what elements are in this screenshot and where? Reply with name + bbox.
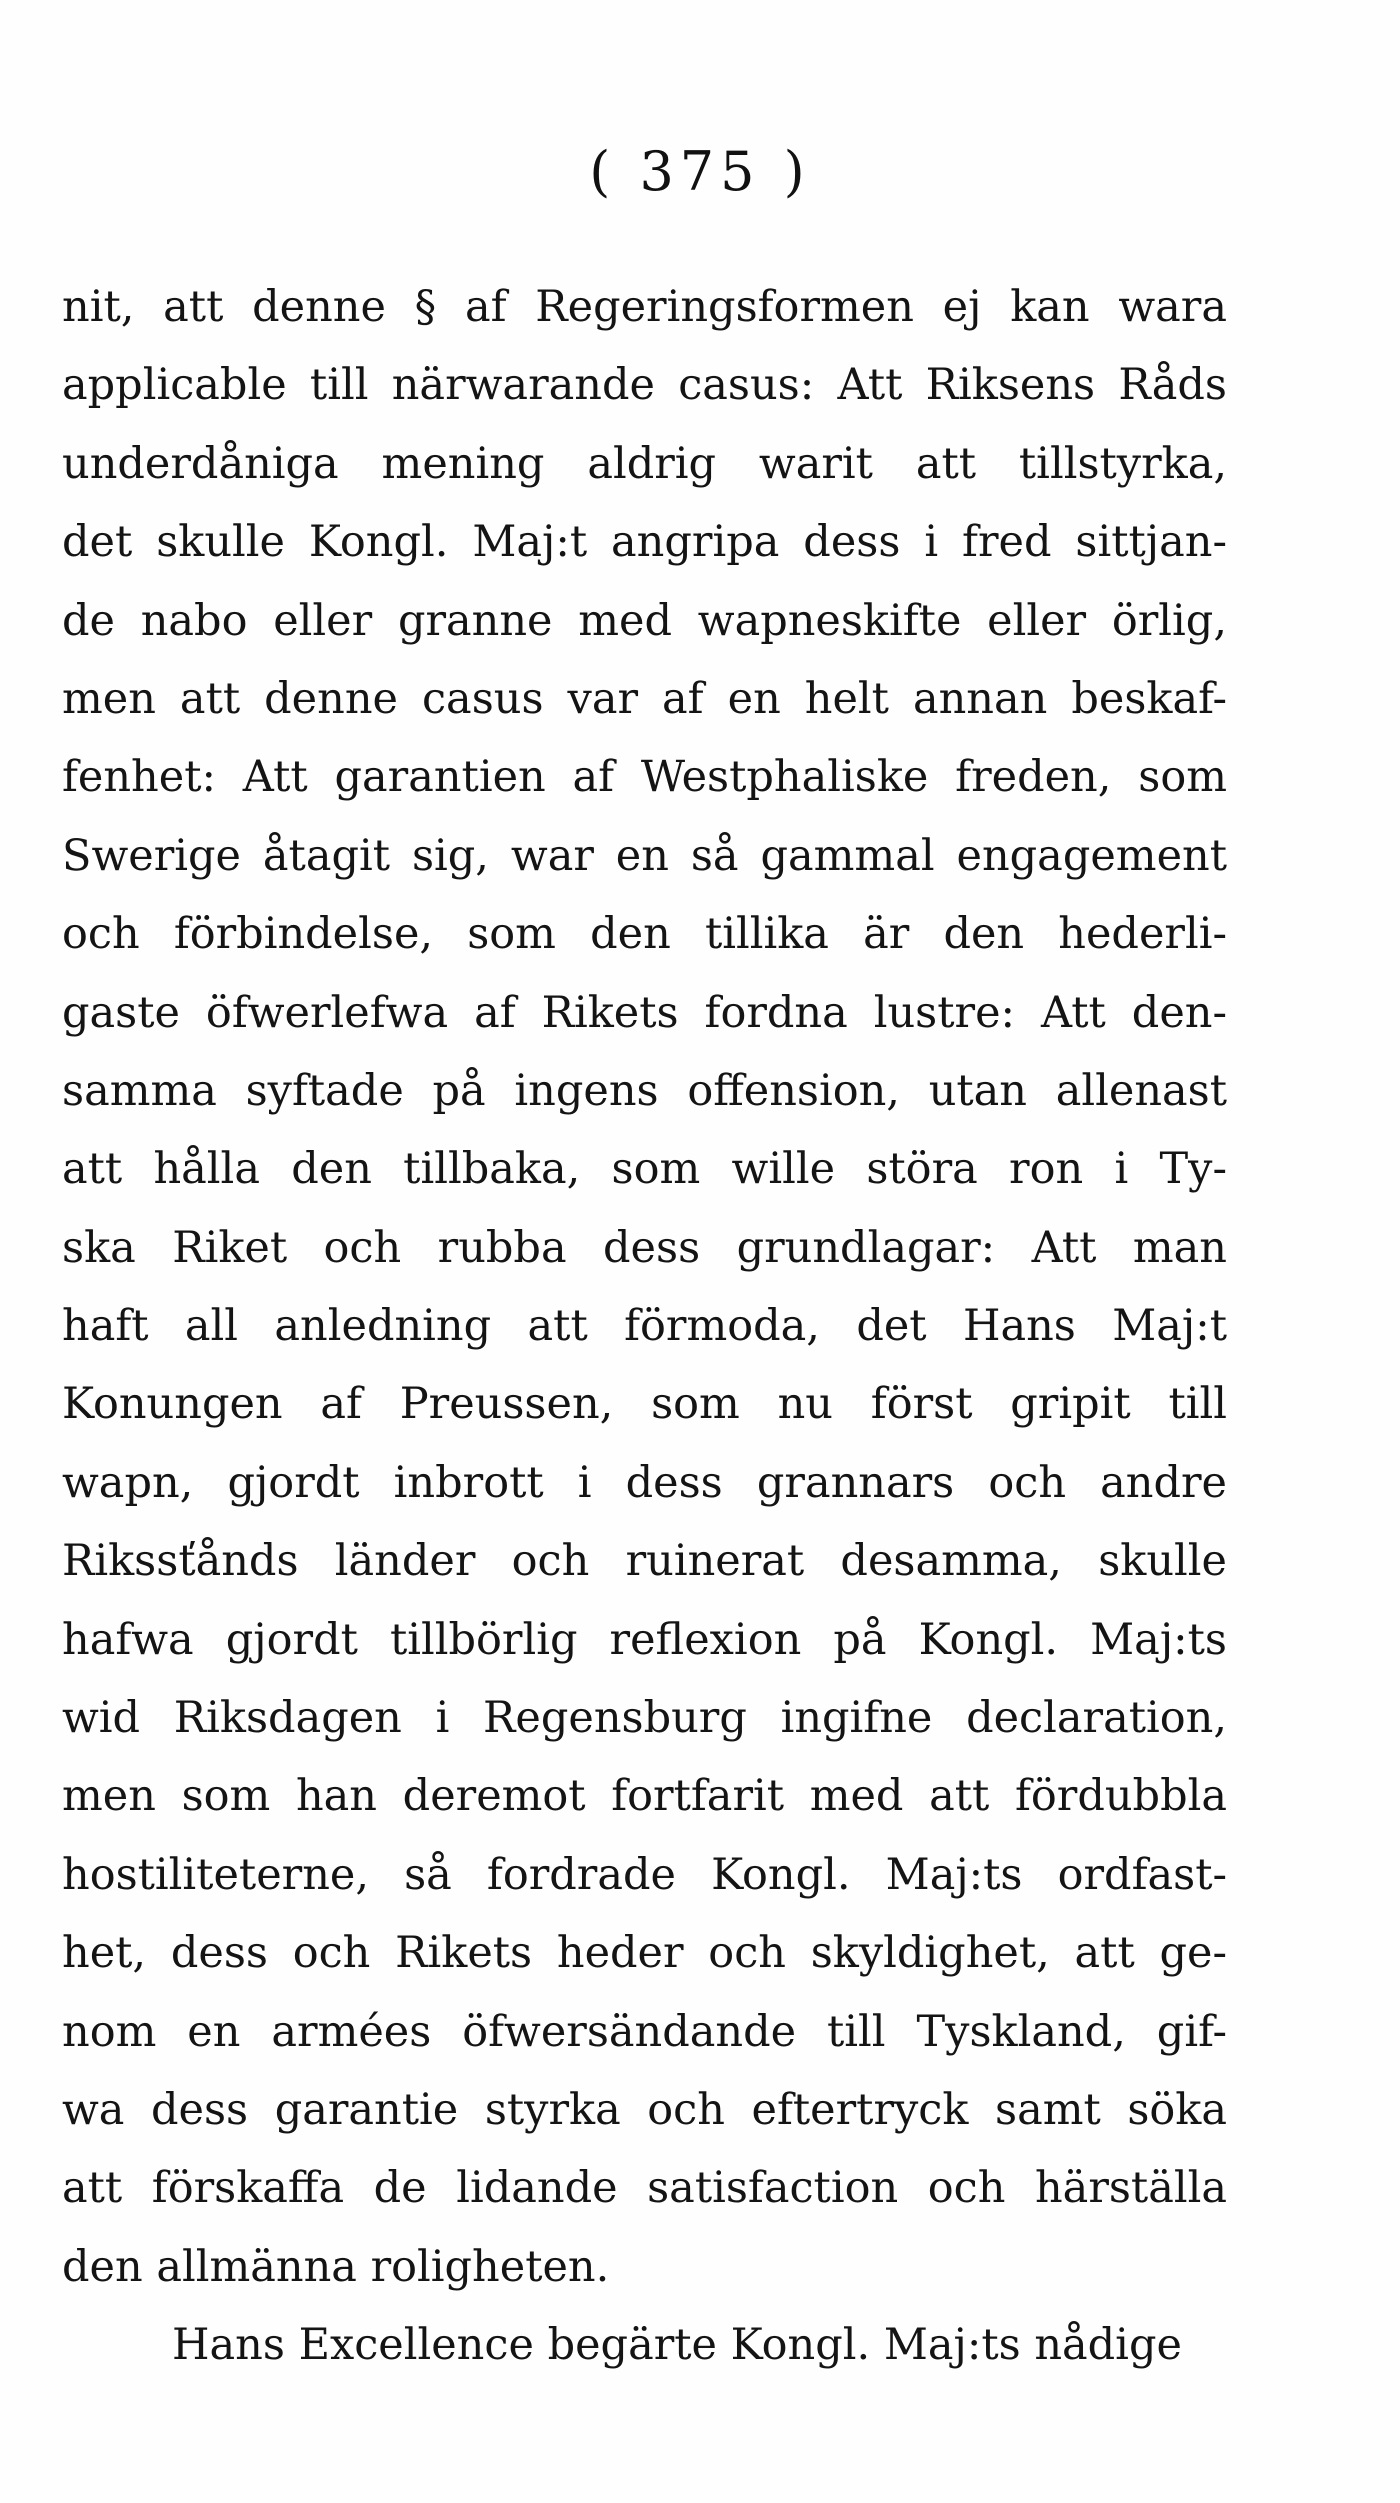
text-line: men som han deremot fortfarit med att fördubbla xyxy=(62,1771,1227,1822)
text-line: Konungen af Preussen, som nu först gripit till xyxy=(62,1379,1227,1430)
body-text xyxy=(62,268,1227,2385)
text-line: hostiliteterne, så fordrade Kongl. Maj:ts ordfast- xyxy=(62,1849,1227,1900)
text-line: den allmänna roligheten. xyxy=(62,2241,610,2292)
text-line: Rikssťånds länder och ruinerat desamma, skulle xyxy=(62,1536,1227,1587)
text-line: nom en armées öfwersändande till Tyskland, gif- xyxy=(62,2006,1227,2057)
text-line: att hålla den tillbaka, som wille störa ron i Ty- xyxy=(62,1144,1227,1195)
text-line: de nabo eller granne med wapneskifte eller örlig, xyxy=(62,595,1227,646)
text-line: het, dess och Rikets heder och skyldighet, att ge- xyxy=(62,1928,1227,1979)
text-line: wa dess garantie styrka och eftertryck samt söka xyxy=(62,2084,1227,2135)
text-line: det skulle Kongl. Maj:t angripa dess i fred sittjan- xyxy=(62,517,1227,568)
text-line: ska Riket och rubba dess grundlagar: Att man xyxy=(62,1222,1227,1273)
text-line: wid Riksdagen i Regensburg ingifne declaration, xyxy=(62,1693,1227,1744)
page-number: ( 375 ) xyxy=(589,140,811,203)
text-line: applicable till närwarande casus: Att Riksens Råds xyxy=(62,360,1227,411)
text-line: underdåniga mening aldrig warit att tillstyrka, xyxy=(62,438,1227,489)
text-line: Hans Excellence begärte Kongl. Maj:ts nådige xyxy=(172,2320,1182,2371)
text-line: samma syftade på ingens offension, utan allenast xyxy=(62,1065,1227,1116)
text-line: men att denne casus var af en helt annan beskaf- xyxy=(62,673,1227,724)
text-line: wapn, gjordt inbrott i dess grannars och andre xyxy=(62,1457,1227,1508)
text-line: Swerige åtagit sig, war en så gammal engagement xyxy=(62,830,1227,881)
text-line: haft all anledning att förmoda, det Hans Maj:t xyxy=(62,1301,1227,1352)
text-line: att förskaffa de lidande satisfaction och härställa xyxy=(62,2163,1227,2214)
text-line: fenhet: Att garantien af Westphaliske freden, som xyxy=(62,752,1227,803)
text-line: och förbindelse, som den tillika är den hederli- xyxy=(62,909,1227,960)
text-line: gaste öfwerlefwa af Rikets fordna lustre: Att den- xyxy=(62,987,1227,1038)
text-line: nit, att denne § af Regeringsformen ej kan wara xyxy=(62,282,1227,332)
text-line: hafwa gjordt tillbörlig reflexion på Kongl. Maj:ts xyxy=(62,1614,1227,1665)
